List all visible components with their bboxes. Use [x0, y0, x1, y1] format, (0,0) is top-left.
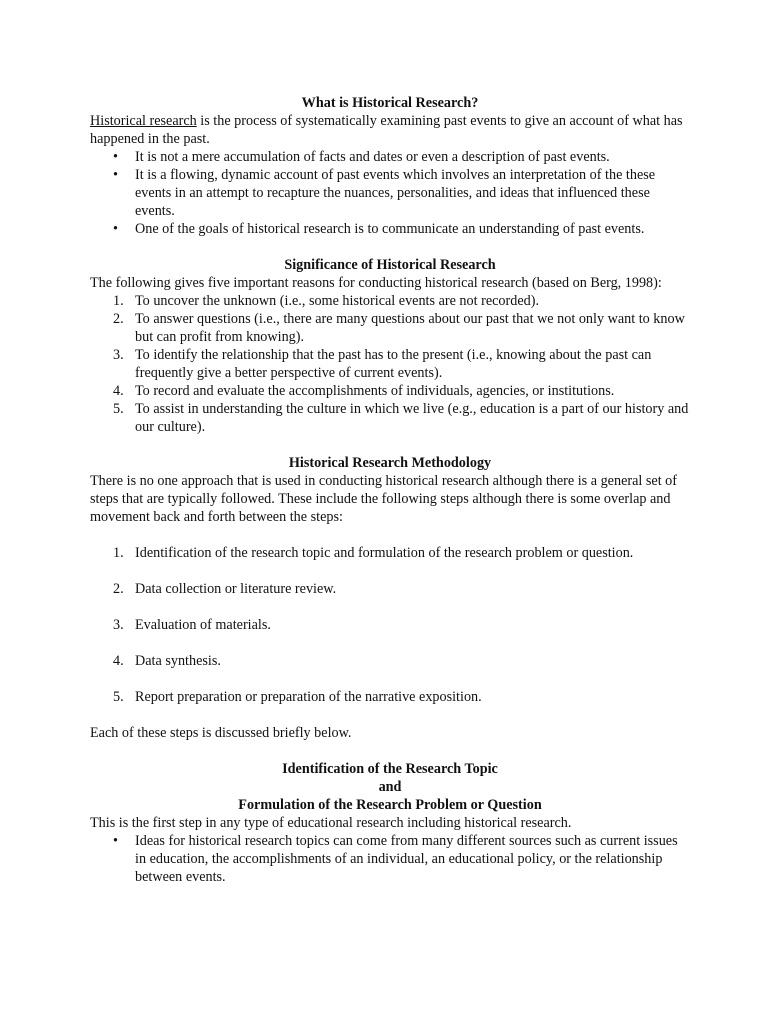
list-item-text: To identify the relationship that the past has to the present (i.e., knowing about the past can frequently give a better perspective of current events). — [135, 347, 652, 381]
section-heading-significance: Significance of Historical Research — [284, 257, 496, 273]
section-heading-and: and — [378, 779, 402, 795]
list-item — [90, 310, 690, 346]
section1-intro-text: is the process of systematically examining past events to give an account of what has happened in the past. — [90, 113, 683, 147]
list-item — [90, 580, 690, 598]
section1-bullet-list — [90, 148, 690, 238]
list-item-text: To uncover the unknown (i.e., some historical events are not recorded). — [135, 293, 540, 309]
list-item-text: Data synthesis. — [135, 653, 221, 669]
spacer — [90, 706, 690, 724]
section-heading-formulation: Formulation of the Research Problem or Question — [238, 797, 542, 813]
section2-numbered-list — [90, 292, 690, 436]
section3-steps-list — [90, 544, 690, 706]
section-heading-what-is-historical-research: What is Historical Research? — [301, 95, 479, 111]
list-number: 4. — [113, 653, 124, 669]
section3-intro: There is no one approach that is used in conducting historical research although there is a general set of steps that are typically followed. These include the following steps although there is some overlap and movement back and forth between the steps: — [90, 473, 678, 525]
list-number: 5. — [113, 689, 124, 705]
list-item-text: To record and evaluate the accomplishments of individuals, agencies, or institutions. — [135, 383, 615, 399]
list-number: 4. — [113, 383, 124, 399]
document-body — [90, 94, 690, 886]
list-number: 1. — [113, 545, 124, 561]
section-heading-identification: Identification of the Research Topic — [282, 761, 498, 777]
list-item — [90, 616, 690, 634]
list-item: • One of the goals of historical research is to communicate an understanding of past events. — [90, 220, 690, 238]
spacer — [90, 238, 690, 256]
list-item — [90, 292, 690, 310]
list-item: • It is not a mere accumulation of facts and dates or even a description of past events. — [90, 148, 690, 166]
list-number: 2. — [113, 311, 124, 327]
list-item-text: Identification of the research topic and formulation of the research problem or question. — [135, 545, 634, 561]
section2-intro: The following gives five important reasons for conducting historical research (based on Berg, 1998): — [90, 275, 662, 291]
list-item — [90, 346, 690, 382]
spacer — [90, 436, 690, 454]
section4-bullet-list — [90, 832, 690, 886]
list-item: • It is a flowing, dynamic account of past events which involves an interpretation of the these events in an attempt to recapture the nuances, personalities, and ideas that influenced these events. — [90, 166, 690, 220]
spacer — [90, 526, 690, 544]
list-number: 2. — [113, 581, 124, 597]
list-item-text: Evaluation of materials. — [135, 617, 271, 633]
list-number: 1. — [113, 293, 124, 309]
spacer — [90, 742, 690, 760]
list-item — [90, 652, 690, 670]
section4-intro: This is the first step in any type of educational research including historical research. — [90, 815, 572, 831]
section-heading-methodology: Historical Research Methodology — [288, 455, 492, 471]
list-item — [90, 544, 690, 562]
list-item-text: To assist in understanding the culture in which we live (e.g., education is a part of our history and our culture). — [135, 401, 689, 435]
list-item — [90, 688, 690, 706]
list-number: 3. — [113, 617, 124, 633]
list-item — [90, 382, 690, 400]
section3-closing: Each of these steps is discussed briefly below. — [90, 725, 352, 741]
list-item — [90, 400, 690, 436]
list-item-text: Data collection or literature review. — [135, 581, 337, 597]
list-item-text: To answer questions (i.e., there are many questions about our past that we not only want to know but can profit from knowing). — [135, 311, 685, 345]
list-item-text: Report preparation or preparation of the narrative exposition. — [135, 689, 482, 705]
list-number: 5. — [113, 401, 124, 417]
list-number: 3. — [113, 347, 124, 363]
list-item: • Ideas for historical research topics can come from many different sources such as current issues in education, the accomplishments of an individual, an educational policy, or the relationship between events. — [90, 832, 690, 886]
section1-intro — [90, 112, 690, 148]
defined-term: Historical research — [90, 113, 197, 129]
